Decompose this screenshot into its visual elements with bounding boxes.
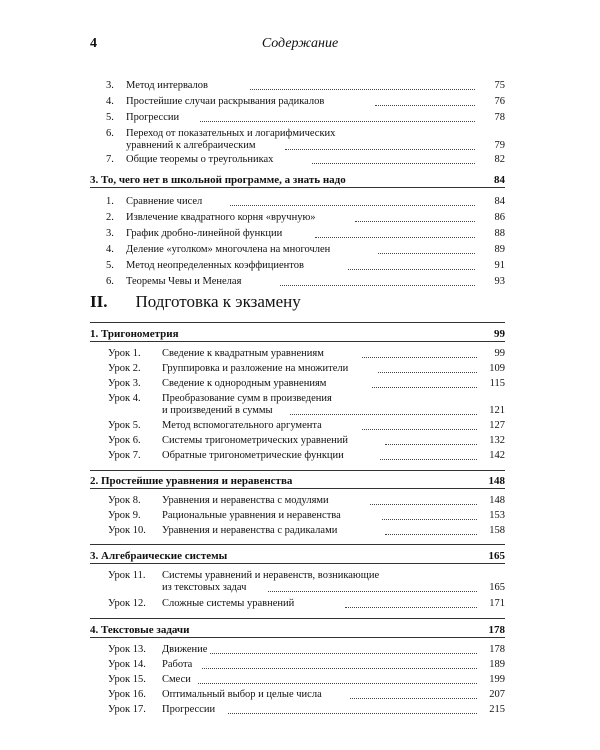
section-title[interactable]: 3. То, чего нет в школьной программе, а знать надо [90,174,346,186]
toc-entry[interactable]: 3. График дробно-линейной функции 88 [106,228,505,239]
page-ref: 165 [489,582,505,593]
divider [90,470,505,471]
page-ref: 171 [489,598,505,609]
page-ref: 215 [489,704,505,715]
toc-entry[interactable]: Урок 7. Обратные тригонометрические функции 142 [108,450,505,461]
page-ref: 76 [494,96,505,107]
page-ref: 78 [494,112,505,123]
page-ref: 207 [489,689,505,700]
toc-entry[interactable]: 7. Общие теоремы о треугольниках 82 [106,154,505,165]
page-header [90,36,510,56]
toc-entry[interactable]: 1. Сравнение чисел 84 [106,196,505,207]
toc-entry[interactable]: Урок 11. Системы уравнений и неравенств, возникающие из текстовых задач 165 [108,570,505,593]
page-ref: 91 [494,260,505,271]
page-ref: 86 [494,212,505,223]
toc-entry[interactable]: Урок 6. Системы тригонометрических уравнений 132 [108,435,505,446]
chapter-page: 165 [488,550,505,562]
toc-entry[interactable]: Урок 3. Сведение к однородным уравнениям 115 [108,378,505,389]
divider [90,618,505,619]
toc-entry[interactable]: Урок 14. Работа 189 [108,659,505,670]
page-ref: 75 [494,80,505,91]
toc-entry[interactable]: 4. Деление «уголком» многочлена на многочлен 89 [106,244,505,255]
page-ref: 115 [489,378,505,389]
part-number: II. [90,292,108,311]
toc-entry[interactable]: 6. Переход от показательных и логарифмических уравнений к алгебраическим 79 [106,128,505,151]
divider [90,637,505,638]
chapter-page: 178 [488,624,505,636]
toc-entry[interactable]: Урок 2. Группировка и разложение на множители 109 [108,363,505,374]
toc-entry[interactable]: Урок 8. Уравнения и неравенства с модулями 148 [108,495,505,506]
page-ref: 199 [489,674,505,685]
divider [90,563,505,564]
page-ref: 121 [489,405,505,416]
part-title[interactable] [90,292,301,312]
toc-entry[interactable]: 4. Простейшие случаи раскрывания радикалов 76 [106,96,505,107]
page-ref: 79 [494,140,505,151]
toc-entry[interactable]: 2. Извлечение квадратного корня «вручную» 86 [106,212,505,223]
divider [90,187,505,188]
toc-entry[interactable]: Урок 15. Смеси 199 [108,674,505,685]
page-ref: 178 [489,644,505,655]
page-ref: 93 [494,276,505,287]
toc-entry[interactable]: Урок 17. Прогрессии 215 [108,704,505,715]
page-ref: 84 [494,196,505,207]
page-ref: 153 [489,510,505,521]
divider [90,488,505,489]
page-number: 4 [90,36,97,51]
chapter-title[interactable]: 2. Простейшие уравнения и неравенства [90,475,293,487]
toc-entry[interactable]: Урок 1. Сведение к квадратным уравнениям 99 [108,348,505,359]
page-ref: 109 [489,363,505,374]
page-ref: 99 [494,348,505,359]
toc-entry[interactable]: Урок 10. Уравнения и неравенства с радикалами 158 [108,525,505,536]
part-name: Подготовка к экзамену [135,292,301,311]
page-ref: 142 [489,450,505,461]
toc-entry[interactable]: Урок 5. Метод вспомогательного аргумента 127 [108,420,505,431]
toc-entry[interactable]: 6. Теоремы Чевы и Менелая 93 [106,276,505,287]
page-ref: 89 [494,244,505,255]
page-ref: 189 [489,659,505,670]
toc-entry[interactable]: Урок 16. Оптимальный выбор и целые числа 207 [108,689,505,700]
chapter-page: 148 [488,475,505,487]
page-ref: 82 [494,154,505,165]
divider [90,341,505,342]
page-ref: 127 [489,420,505,431]
divider [90,322,505,323]
page-ref: 148 [489,495,505,506]
page-ref: 132 [489,435,505,446]
page-ref: 88 [494,228,505,239]
toc-entry[interactable]: 3. Метод интервалов 75 [106,80,505,91]
toc-entry[interactable]: Урок 12. Сложные системы уравнений 171 [108,598,505,609]
toc-entry[interactable]: Урок 9. Рациональные уравнения и неравенства 153 [108,510,505,521]
divider [90,544,505,545]
section-page: 84 [494,174,505,186]
page-ref: 158 [489,525,505,536]
chapter-title[interactable]: 4. Текстовые задачи [90,624,190,636]
chapter-page: 99 [494,328,505,340]
toc-entry[interactable]: Урок 4. Преобразование сумм в произведения и произведений в суммы 121 [108,393,505,416]
toc-entry[interactable]: Урок 13. Движение 178 [108,644,505,655]
toc-entry[interactable]: 5. Прогрессии 78 [106,112,505,123]
chapter-title[interactable]: 1. Тригонометрия [90,328,179,340]
chapter-title[interactable]: 3. Алгебраические системы [90,550,228,562]
toc-entry[interactable]: 5. Метод неопределенных коэффициентов 91 [106,260,505,271]
running-title: Содержание [261,36,339,51]
